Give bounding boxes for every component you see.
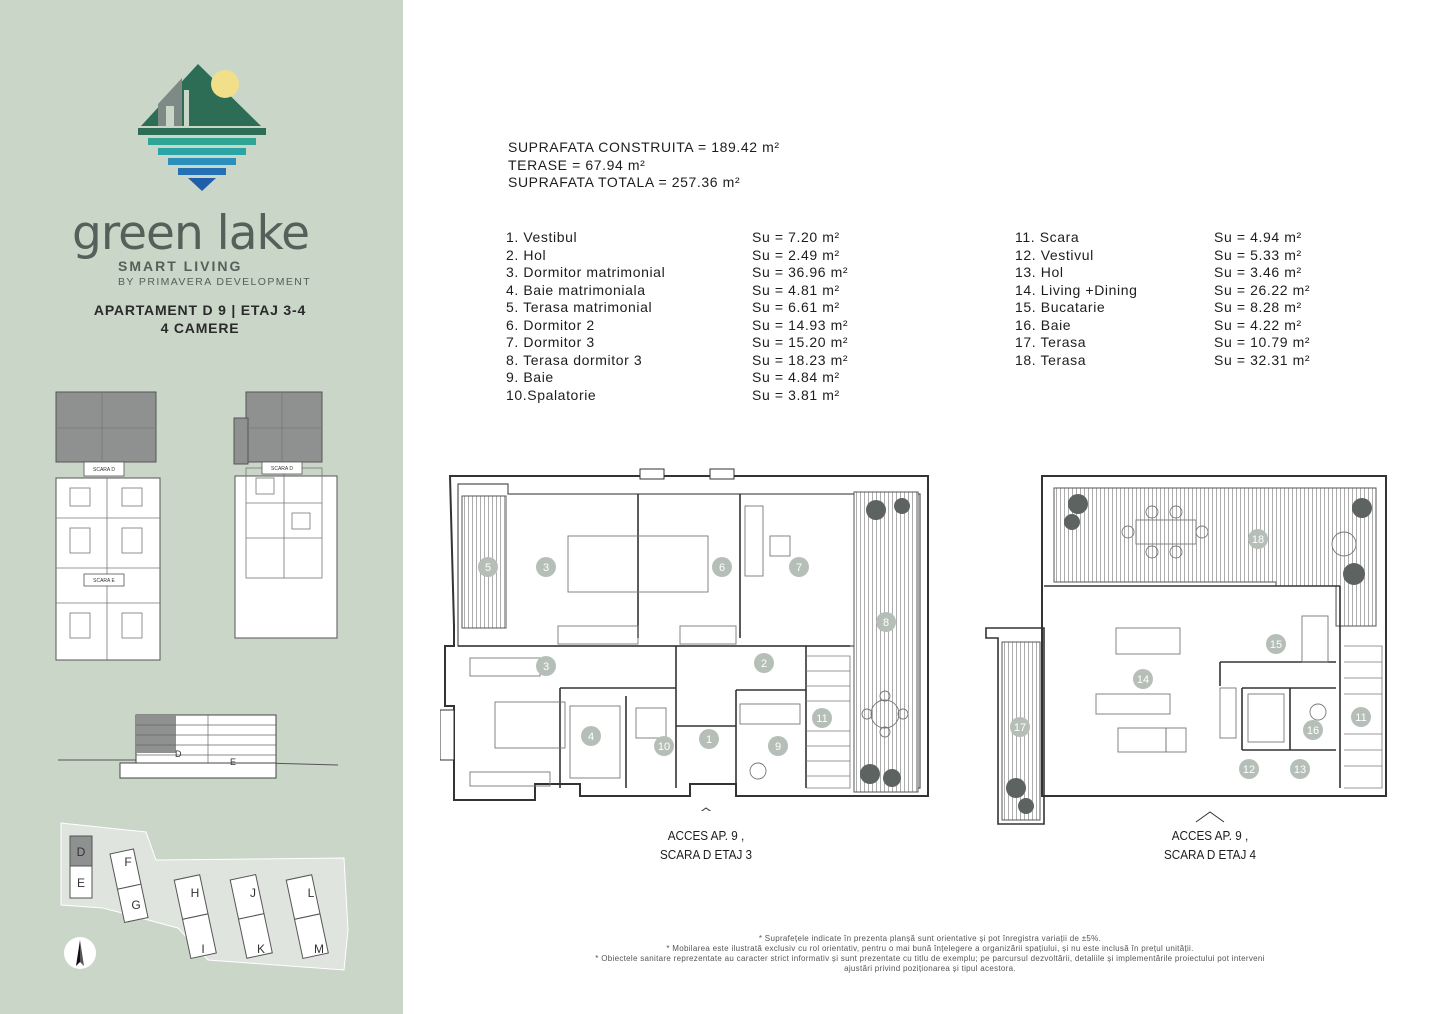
room-name: 5. Terasa matrimonial <box>506 299 653 315</box>
room-number: 2 <box>760 658 768 670</box>
room-row <box>1015 299 1375 317</box>
room-area: Su = 18.23 m² <box>752 351 849 368</box>
room-area: Su = 10.79 m² <box>1214 334 1311 350</box>
room-number: 18 <box>1251 534 1265 546</box>
site-letter-i: I <box>201 942 205 956</box>
room-name: 8. Terasa dormitor 3 <box>506 351 643 368</box>
room-name: 10.Spalatorie <box>506 386 597 403</box>
green-lake-logo <box>136 60 268 198</box>
access-line-stair: SCARA D ETAJ 3 <box>659 847 753 862</box>
room-row <box>506 317 926 335</box>
room-area: Su = 4.94 m² <box>1214 229 1302 245</box>
room-area: Su = 15.20 m² <box>752 334 849 350</box>
room-area: Su = 6.61 m² <box>752 299 840 315</box>
access-line-stair: SCARA D ETAJ 4 <box>1163 847 1257 862</box>
site-plan <box>58 820 353 975</box>
room-name: 6. Dormitor 2 <box>506 316 595 333</box>
site-letter-f: F <box>124 855 132 869</box>
room-name: 14. Living +Dining <box>1015 281 1138 298</box>
room-row <box>1015 352 1375 370</box>
note-line: * Mobilarea este ilustrată exclusiv cu rol orientativ, pentru o mai bună înțelegere a organizării spațiului, și nu este inclusă în prețul unității. <box>666 944 1194 953</box>
summary-built-area: SUPRAFATA CONSTRUITA = 189.42 m² <box>508 139 780 155</box>
room-row <box>506 387 926 405</box>
section-label-d: D <box>175 749 182 759</box>
note-line: * Suprafețele indicate în prezenta planșă sunt orientative și pot înregistra variații de ±5%. <box>758 934 1102 943</box>
room-number: 8 <box>882 617 890 629</box>
room-row <box>1015 229 1375 247</box>
apartment-title: APARTAMENT D 9 | ETAJ 3-4 <box>93 302 307 318</box>
room-name: 13. Hol <box>1015 264 1064 280</box>
disclaimer-notes <box>480 934 1380 974</box>
room-name: 1. Vestibul <box>506 229 578 245</box>
room-number: 10 <box>657 741 671 753</box>
room-row <box>506 334 926 352</box>
room-area: Su = 2.49 m² <box>752 246 840 263</box>
room-number: 14 <box>1136 674 1150 686</box>
room-area: Su = 7.20 m² <box>752 229 840 245</box>
room-number: 9 <box>774 741 782 753</box>
room-number: 16 <box>1306 725 1320 737</box>
access-label-level3 <box>616 826 796 864</box>
room-row <box>506 369 926 387</box>
site-letter-g: G <box>131 898 141 912</box>
room-name: 3. Dormitor matrimonial <box>506 264 666 280</box>
site-letter-m: M <box>314 942 324 956</box>
site-letter-d: D <box>76 845 86 859</box>
access-line-apartment: ACCES AP. 9 , <box>667 828 745 843</box>
key-label-scara-e: SCARA E <box>93 578 115 584</box>
site-letter-k: K <box>256 942 266 956</box>
brand-name: green lake <box>72 206 310 261</box>
room-area: Su = 4.81 m² <box>752 281 840 298</box>
room-area: Su = 4.22 m² <box>1214 316 1302 333</box>
room-row <box>1015 334 1375 352</box>
room-number: 7 <box>795 562 803 574</box>
room-name: 7. Dormitor 3 <box>506 334 595 350</box>
note-line: ajustări privind poziționarea și tipul acestora. <box>844 964 1016 973</box>
room-name: 17. Terasa <box>1015 334 1087 350</box>
brand-tagline: SMART LIVING <box>118 258 243 274</box>
room-area: Su = 26.22 m² <box>1214 281 1311 298</box>
room-name: 2. Hol <box>506 246 547 263</box>
apartment-rooms: 4 CAMERE <box>160 320 240 336</box>
room-number: 3 <box>542 661 550 673</box>
room-number: 17 <box>1013 722 1027 734</box>
room-number: 6 <box>718 562 726 574</box>
room-name: 11. Scara <box>1015 229 1080 245</box>
room-number: 13 <box>1293 764 1307 776</box>
room-area: Su = 36.96 m² <box>752 264 849 280</box>
room-number: 11 <box>816 713 828 725</box>
room-number: 3 <box>542 562 550 574</box>
key-label-scara-d: SCARA D <box>93 467 115 473</box>
north-arrow-icon <box>64 937 96 969</box>
site-letter-l: L <box>307 886 315 900</box>
section-label-e: E <box>230 757 237 767</box>
room-row <box>1015 317 1375 335</box>
room-row <box>506 247 926 265</box>
summary-terraces: TERASE = 67.94 m² <box>508 156 646 173</box>
room-area: Su = 4.84 m² <box>752 369 840 385</box>
note-line: * Obiectele sanitare reprezentate au caracter strict informativ și sunt prezentate cu titlu de exemplu; pe parcursul dezvoltării, detaliile și implementările proiectului pot interveni <box>595 954 1265 963</box>
key-plan-level4 <box>232 388 340 643</box>
access-line-apartment: ACCES AP. 9 , <box>1171 828 1249 843</box>
room-area: Su = 8.28 m² <box>1214 299 1302 315</box>
room-number: 11 <box>1355 712 1367 724</box>
site-letter-h: H <box>190 886 200 900</box>
room-name: 15. Bucatarie <box>1015 299 1106 315</box>
room-name: 12. Vestivul <box>1015 246 1094 263</box>
room-row <box>506 282 926 300</box>
room-number: 12 <box>1242 764 1256 776</box>
key-plan-level3 <box>52 388 162 663</box>
key-label-scara-d-l4: SCARA D <box>271 466 293 472</box>
site-letter-j: J <box>250 886 256 900</box>
room-area: Su = 3.46 m² <box>1214 264 1302 280</box>
floor-plan-level4 <box>980 466 1400 836</box>
floor-plan-level3 <box>440 466 940 811</box>
room-row <box>1015 247 1375 265</box>
access-label-level4 <box>1120 826 1300 864</box>
room-row <box>506 229 926 247</box>
room-number: 1 <box>705 734 713 746</box>
area-summary <box>508 139 780 192</box>
sidebar <box>0 0 403 1014</box>
room-name: 9. Baie <box>506 369 554 385</box>
room-number: 5 <box>484 562 492 574</box>
room-name: 4. Baie matrimoniala <box>506 281 646 298</box>
room-name: 16. Baie <box>1015 316 1072 333</box>
room-row <box>506 264 926 282</box>
room-row <box>1015 282 1375 300</box>
room-area: Su = 32.31 m² <box>1214 351 1311 368</box>
room-name: 18. Terasa <box>1015 351 1087 368</box>
room-row <box>1015 264 1375 282</box>
room-number: 15 <box>1269 639 1283 651</box>
room-area: Su = 5.33 m² <box>1214 246 1302 263</box>
site-letter-e: E <box>76 876 86 890</box>
building-section <box>58 705 338 785</box>
room-list-level4 <box>1015 229 1375 369</box>
room-list-level3 <box>506 229 926 404</box>
room-row <box>506 299 926 317</box>
room-row <box>506 352 926 370</box>
brand-developer: BY PRIMAVERA DEVELOPMENT <box>118 276 312 288</box>
room-area: Su = 3.81 m² <box>752 386 840 403</box>
summary-total-area: SUPRAFATA TOTALA = 257.36 m² <box>508 174 741 190</box>
room-area: Su = 14.93 m² <box>752 316 849 333</box>
room-number: 4 <box>587 731 595 743</box>
